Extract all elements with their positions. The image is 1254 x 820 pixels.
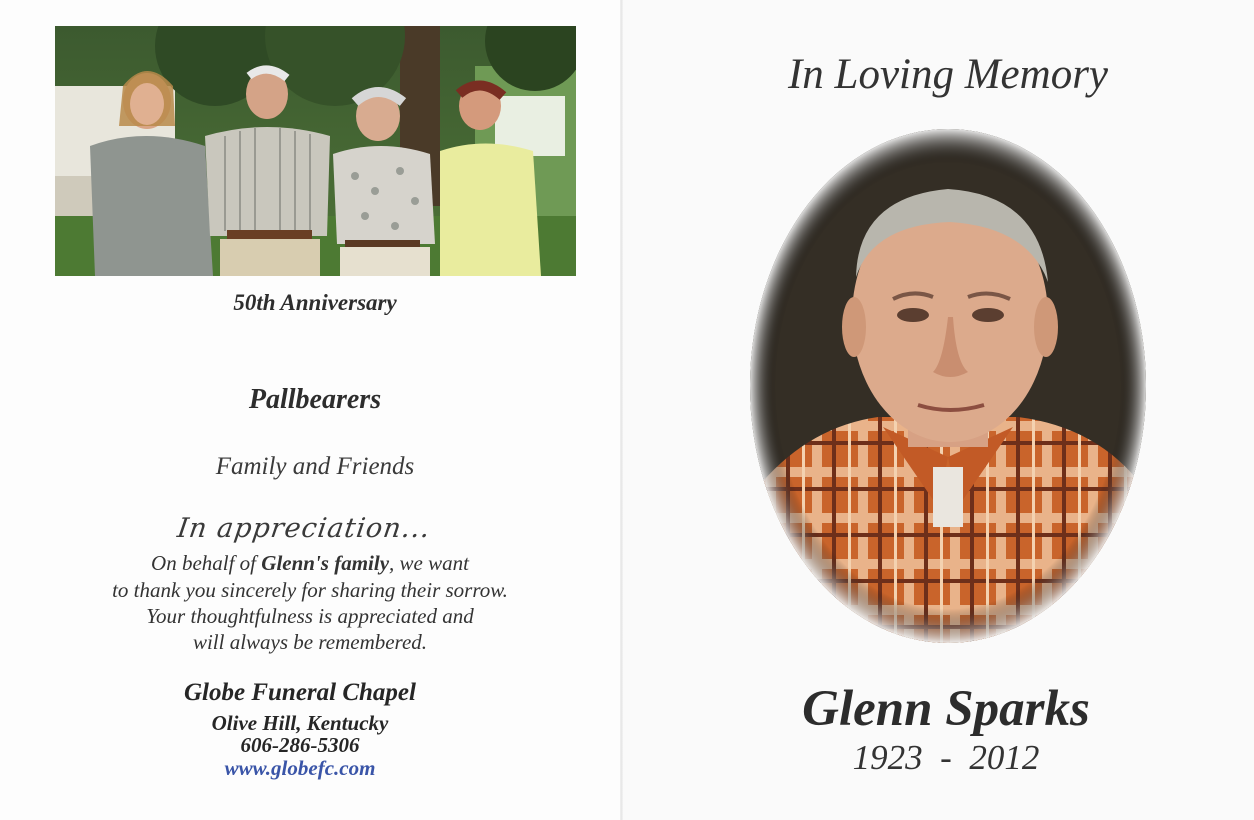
appreciation-line-4: will always be remembered.: [192, 630, 428, 654]
appreciation-line-1: [0, 551, 620, 576]
funeral-home-phone: 606-286-5306: [240, 733, 360, 757]
deceased-name: Glenn Sparks: [802, 681, 1090, 737]
appreciation-heading: In appreciation...: [175, 513, 433, 544]
anniversary-photo: [55, 26, 576, 276]
memory-title: In Loving Memory: [787, 51, 1109, 98]
portrait-photo: [748, 127, 1148, 645]
pallbearers-names: Family and Friends: [215, 453, 415, 480]
family-name-bold: Glenn's family: [261, 551, 390, 575]
funeral-home-name: Globe Funeral Chapel: [184, 679, 416, 706]
life-dates: 1923 - 2012: [852, 738, 1040, 777]
pallbearers-heading: Pallbearers: [248, 384, 382, 415]
appreciation-line-2: to thank you sincerely for sharing their sorrow.: [112, 578, 508, 602]
funeral-home-website[interactable]: www.globefc.com: [224, 756, 376, 780]
appreciation-line-3: Your thoughtfulness is appreciated and: [146, 604, 474, 628]
appreciation-line-1-pre: On behalf of: [151, 551, 262, 575]
funeral-home-location: Olive Hill, Kentucky: [211, 711, 389, 735]
photo-caption: 50th Anniversary: [233, 290, 397, 315]
appreciation-line-1-post: , we want: [389, 551, 469, 575]
